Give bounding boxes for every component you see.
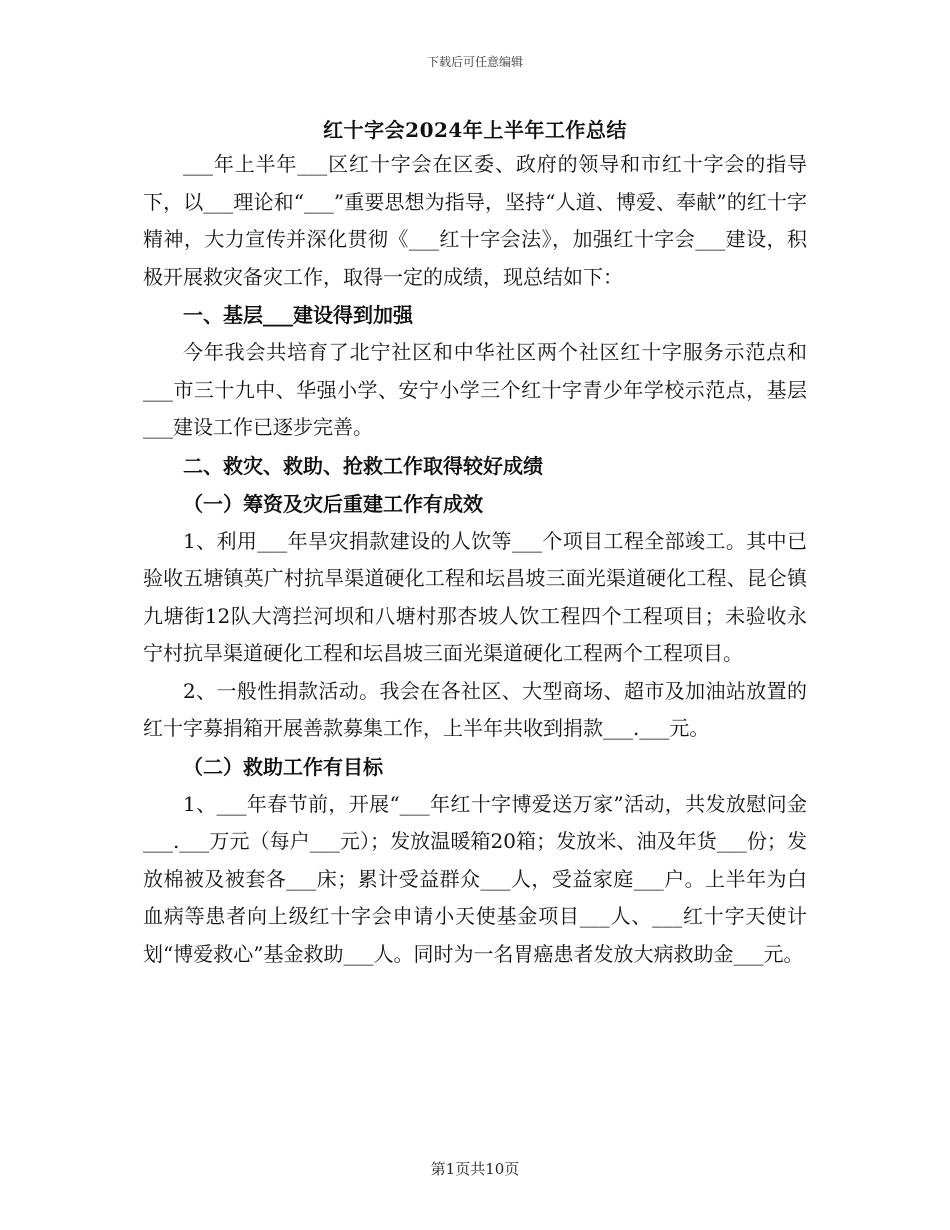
section1-heading: 一、基层___建设得到加强	[183, 303, 413, 327]
document-title: 红十字会2024年上半年工作总结	[323, 118, 627, 142]
section2-sub1-item1: 1、利用___年旱灾捐款建设的人饮等___个项目工程全部竣工。其中已验收五塘镇英广村抗旱渠道硬化工程和坛昌坡三面光渠道硬化工程、昆仑镇九塘街12队大湾拦河坝和八塘村那杏坡人饮工程四个工程项目；未验收永宁村抗旱渠道硬化工程和坛昌坡三面光渠道硬化工程两个工程项目。	[143, 528, 807, 665]
section2-sub2-item1: 1、___年春节前，开展“___年红十字博爱送万家”活动，共发放慰问金___.___万元（每户___元）；发放温暖箱20箱；发放米、油及年货___份；发放棉被及被套各___床；累计受益群众___人，受益家庭___户。上半年为白血病等患者向上级红十字会申请小天使基金项目___人、___红十字天使计划“博爱救心”基金救助___人。同时为一名胃癌患者发放大病救助金___元。	[143, 791, 807, 966]
intro-paragraph: ___年上半年___区红十字会在区委、政府的领导和市红十字会的指导下，以___理论和“___”重要思想为指导，坚持“人道、博爱、奉献”的红十字精神，大力宣传并深化贯彻《___红十字会法》，加强红十字会___建设，积极开展救灾备灾工作，取得一定的成绩，现总结如下：	[143, 152, 807, 289]
section2-sub1-item2: 2、一般性捐款活动。我会在各社区、大型商场、超市及加油站放置的红十字募捐箱开展善款募集工作，上半年共收到捐款___.___元。	[143, 678, 807, 740]
section2-sub2-heading: （二）救助工作有目标	[183, 754, 383, 779]
header-note: 下载后可任意编辑	[426, 55, 523, 69]
section1-paragraph: 今年我会共培育了北宁社区和中华社区两个社区红十字服务示范点和___市三十九中、华强小学、安宁小学三个红十字青少年学校示范点，基层___建设工作已逐步完善。	[143, 340, 807, 439]
page-number: 第1页共10页	[430, 1160, 520, 1178]
document-body	[143, 146, 807, 973]
section2-sub1-heading: （一）筹资及灾后重建工作有成效	[183, 491, 483, 516]
section2-heading: 二、救灾、救助、抢救工作取得较好成绩	[183, 453, 543, 478]
